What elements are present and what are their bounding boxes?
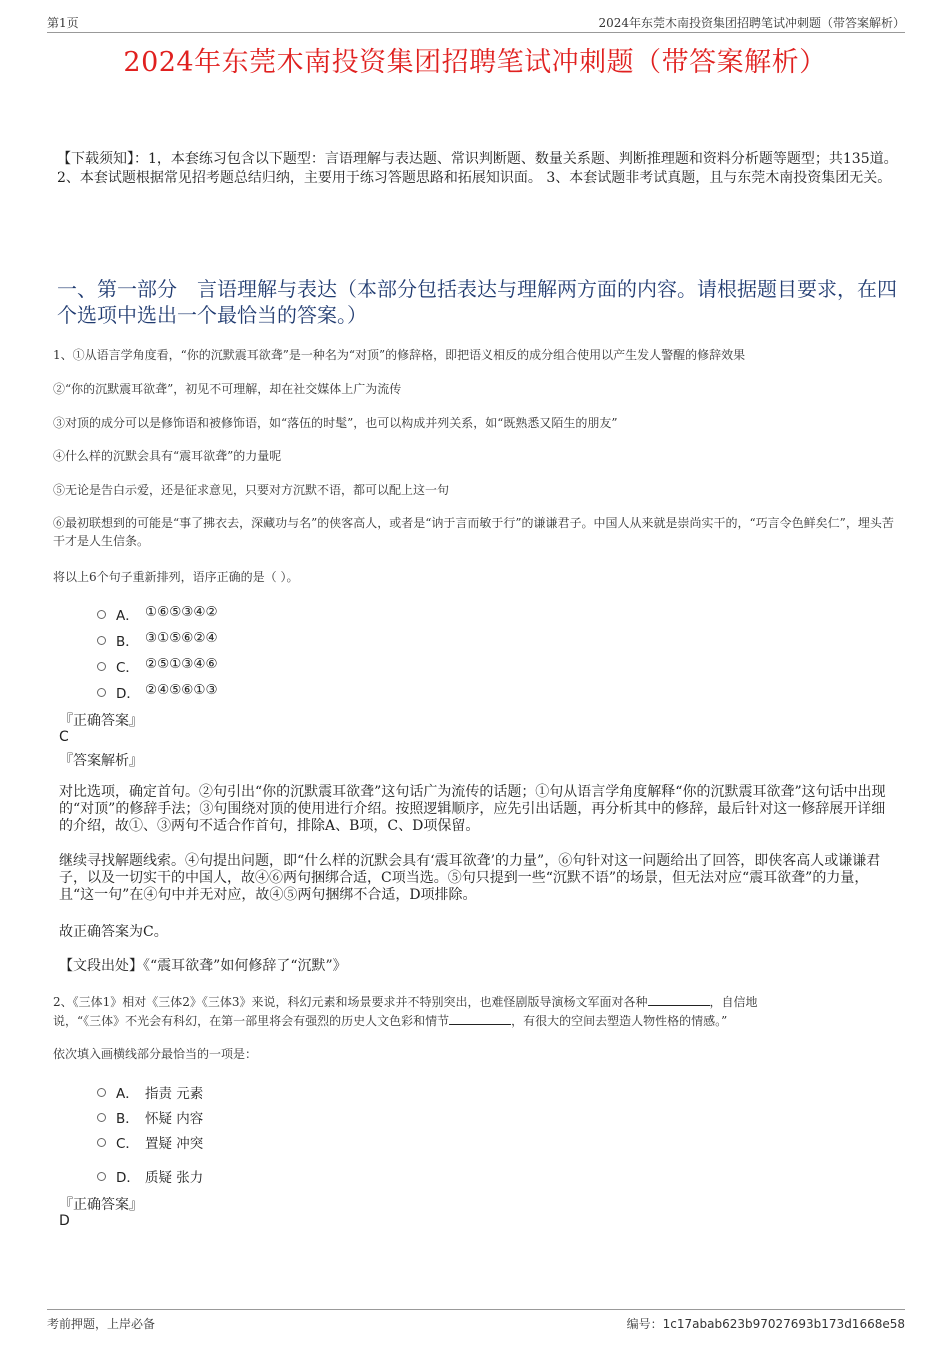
q1-option-b[interactable] [97,630,397,650]
fill-blank [449,1012,511,1025]
q1-analysis-para-3: 故正确答案为C。 [59,924,168,940]
q1-source: 【文段出处】《“震耳欲聋”如何修辞了“沉默”》 [59,958,347,974]
page-number: 第1页 [47,16,79,30]
option-text: ③①⑤⑥②④ [145,630,218,646]
option-text: 指责 元素 [145,1086,204,1102]
radio-icon[interactable] [97,636,106,645]
q1-answer: C [59,729,69,745]
q2-option-b[interactable] [97,1107,397,1127]
q2-text: ，自信地 [709,995,758,1009]
option-letter: A． [116,1086,139,1102]
option-letter: B． [116,634,139,650]
q1-option-a[interactable] [97,604,397,624]
q2-option-a[interactable] [97,1082,397,1102]
page-header [47,14,905,33]
option-letter: B． [116,1111,139,1127]
q1-line-1: 1、①从语言学角度看，“你的沉默震耳欲聋”是一种名为“对顶”的修辞格，即把语义相反的成分组合使用以产生发人警醒的修辞效果 [53,348,746,362]
option-letter: A． [116,608,139,624]
option-letter: C． [116,1136,139,1152]
q2-option-c[interactable] [97,1132,397,1152]
q1-line-2: ②“你的沉默震耳欲聋”，初见不可理解，却在社交媒体上广为流传 [53,382,402,396]
fill-blank [648,993,710,1006]
q2-line-2 [53,1012,903,1030]
option-letter: D． [116,686,140,702]
option-letter: C． [116,660,139,676]
download-notice: 【下载须知】：1，本套练习包含以下题型：言语理解与表达题、常识判断题、数量关系题、判断推理题和资料分析题等题型；共135道。 2、本套试题根据常见招考题总结归纳，主要用于练习答题思路和拓展知识面。 3、本套试题非考试真题，且与东莞木南投资集团无关。 [57,151,898,186]
option-letter: D． [116,1170,140,1186]
footer-code [627,1315,905,1332]
footer-code-value: 1c17abab623b97027693b173d1668e58 [662,1317,905,1331]
radio-icon[interactable] [97,1138,106,1147]
q1-option-c[interactable] [97,656,397,676]
q1-line-3: ③对顶的成分可以是修饰语和被修饰语，如“落伍的时髦”，也可以构成并列关系，如“既熟悉又陌生的朋友” [53,416,618,430]
radio-icon[interactable] [97,610,106,619]
q1-analysis-para-2: 继续寻找解题线索。④句提出问题，即“什么样的沉默会具有‘震耳欲聋’的力量”，⑥句针对这一问题给出了回答，即侠客高人或谦谦君子，以及一切实干的中国人，故④⑥两句捆绑合适，C项当选。⑤句只提到一些“沉默不语”的场景，但无法对应“震耳欲聋”的力量，且“这一句”在④句中并无对应，故④⑤两句捆绑不合适，D项排除。 [59,853,881,903]
q1-option-d[interactable] [97,682,397,702]
q2-answer-label: 『正确答案』 [59,1197,143,1213]
radio-icon[interactable] [97,1088,106,1097]
q2-line-1 [53,993,903,1011]
option-text: 怀疑 内容 [145,1111,204,1127]
footer-code-label: 编号： [626,1317,663,1331]
q2-text: ，有很大的空间去塑造人物性格的情感。” [511,1014,728,1028]
radio-icon[interactable] [97,662,106,671]
q1-line-4: ④什么样的沉默会具有“震耳欲聋”的力量呢 [53,449,282,463]
q2-prompt: 依次填入画横线部分最恰当的一项是： [53,1047,258,1061]
q2-option-d[interactable] [97,1166,397,1186]
section-heading: 一、第一部分 言语理解与表达（本部分包括表达与理解两方面的内容。请根据题目要求，在四个选项中选出一个最恰当的答案。） [57,277,897,327]
option-text: 置疑 冲突 [145,1136,204,1152]
radio-icon[interactable] [97,1172,106,1181]
page-footer [47,1309,905,1330]
radio-icon[interactable] [97,688,106,697]
q2-text: 2、《三体1》相对《三体2》《三体3》来说，科幻元素和场景要求并不特别突出，也难怪剧版导演杨文军面对各种 [53,995,648,1009]
radio-icon[interactable] [97,1113,106,1122]
option-text: ②④⑤⑥①③ [145,682,218,698]
option-text: ①⑥⑤③④② [145,604,218,620]
q1-analysis-label: 『答案解析』 [59,753,143,769]
q1-prompt: 将以上6个句子重新排列，语序正确的是（ ）。 [53,570,299,584]
q2-text: 说，“《三体》不光会有科幻，在第一部里将会有强烈的历史人文色彩和情节 [53,1014,450,1028]
header-doc-title: 2024年东莞木南投资集团招聘笔试冲刺题（带答案解析） [598,16,905,30]
q2-answer: D [59,1213,70,1229]
q1-line-5: ⑤无论是告白示爱，还是征求意见，只要对方沉默不语，都可以配上这一句 [53,483,450,497]
q1-answer-label: 『正确答案』 [59,713,143,729]
document-title: 2024年东莞木南投资集团招聘笔试冲刺题（带答案解析） [123,47,827,78]
q1-analysis-para-1: 对比选项，确定首句。②句引出“你的沉默震耳欲聋”这句话广为流传的话题；①句从语言学角度解释“你的沉默震耳欲聋”这句话中出现的“对顶”的修辞手法；③句围绕对顶的使用进行介绍。按照逻辑顺序，应先引出话题，再分析其中的修辞，最后针对这一修辞展开详细的介绍，故①、③两句不适合作首句，排除A、B项，C、D项保留。 [59,784,886,834]
option-text: 质疑 张力 [145,1170,204,1186]
q1-line-6: ⑥最初联想到的可能是“事了拂衣去，深藏功与名”的侠客高人，或者是“讷于言而敏于行”的谦谦君子。中国人从来就是崇尚实干的，“巧言令色鲜矣仁”，埋头苦干才是人生信条。 [53,516,894,548]
option-text: ②⑤①③④⑥ [145,656,218,672]
footer-slogan: 考前押题，上岸必备 [47,1317,156,1331]
